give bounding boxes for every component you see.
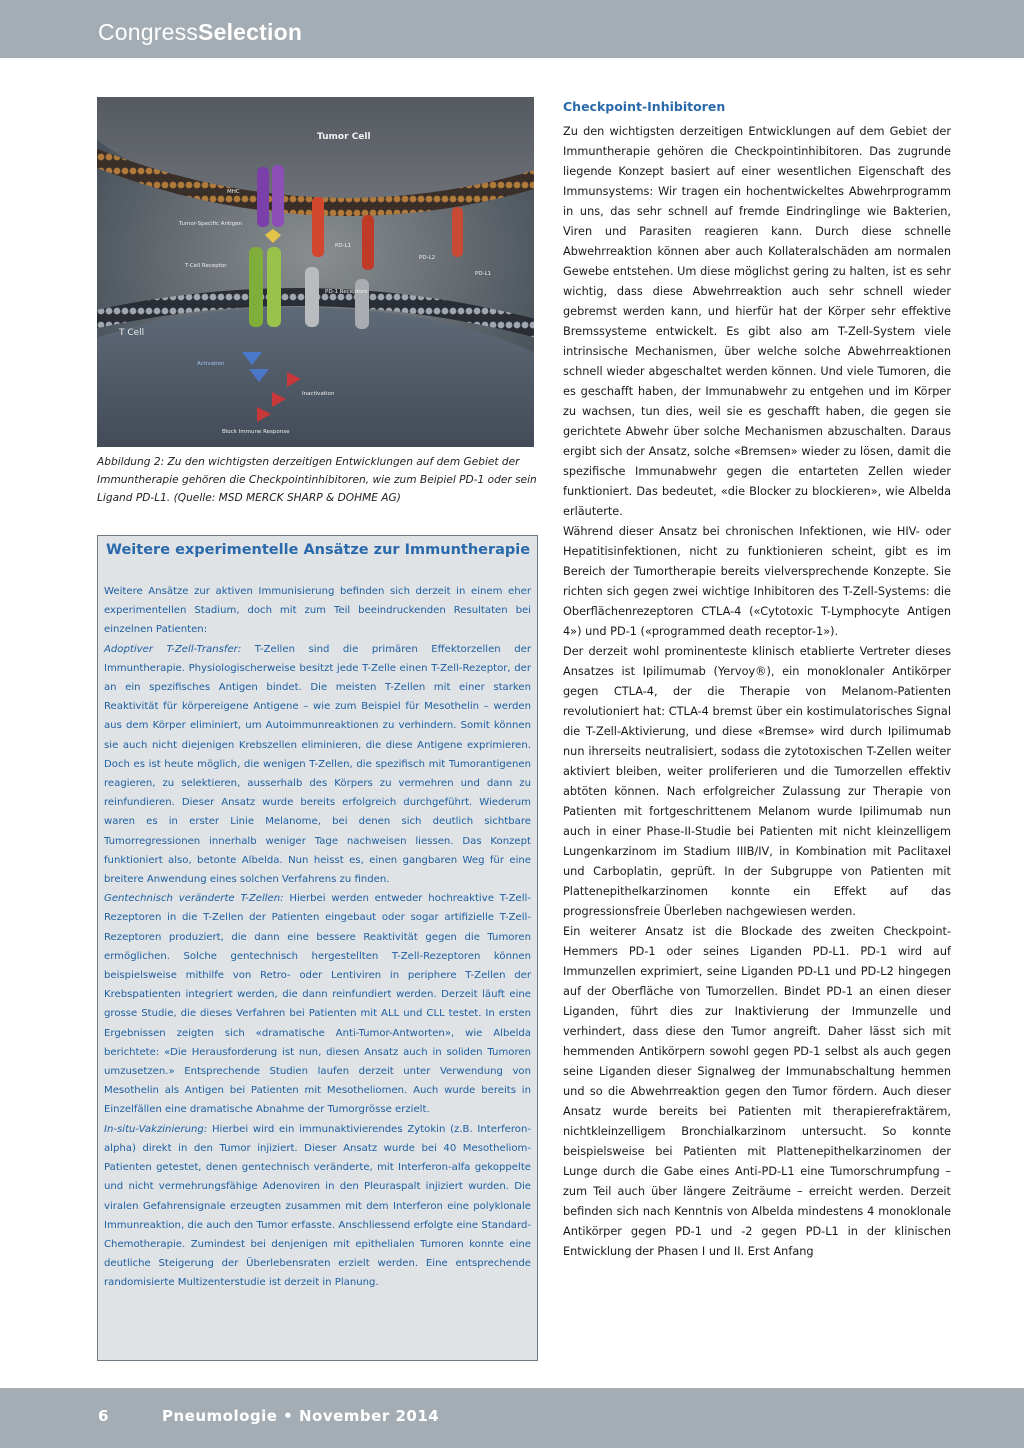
box-intro: Weitere Ansätze zur aktiven Immunisierung befinden sich derzeit in einem eher experimentellen Stadium, doch mit zum Teil beeindruckenden Resultaten bei einzelnen Patienten: [104,586,531,636]
section-heading: Checkpoint-Inhibitoren [563,99,726,114]
right-paragraph-1: Zu den wichtigsten derzeitigen Entwicklungen auf dem Gebiet der Immuntherapie gehören die Checkpointinhibitoren. Das zugrunde liegende Konzept basiert auf einer wesentlichen Eigenschaft des Immunsystems: Wir tragen ein hochentwickeltes Abwehrprogramm in uns, das sehr schnell auf fremde Eindringlinge wie Bakterien, Viren und Parasiten reagieren kann. Durch diese schnelle Abwehrreaktion können aber auch Kollateralschäden am normalen Gewebe entstehen. Um diese möglichst gering zu halten, ist es sehr wichtig, dass diese Abwehrreaktion auch sehr schnell wieder gebremst werden kann, und hierfür hat der Körper sehr effektive Bremssysteme entwickelt. Es gibt also am T-Zell-System viele intrinsische Mechanismen, über welche solche Abwehrreaktionen schnell wieder abgeschaltet werden können. Und viele Tumoren, die es geschafft haben, der Immunabwehr zu entgehen und im Körper zu wachsen, tun dies, weil sie es geschafft haben, die gegen sie gerichtete Abwehr über solche Mechanismen abzuschalten. Daraus ergibt sich der Ansatz, solche «Bremsen» wieder zu lösen, damit die spezifische Immunabwehr gegen die entarteten Zellen wieder funktioniert. Das bedeutet, «die Blocker zu blockieren», wie Albelda erläuterte. [563,125,951,518]
box-paragraph [104,889,531,1119]
page-header [0,0,1024,58]
label-tumor-cell: Tumor Cell [317,132,371,142]
journal-issue: Pneumologie • November 2014 [162,1407,440,1425]
label-pd1: PD-1 Receptors [325,289,368,295]
right-column [563,97,951,1262]
label-pdl1-b: PD-L1 [475,271,492,277]
label-t-cell: T Cell [119,328,145,338]
label-antigen: Tumor-Specific Antigen [179,221,243,227]
box-paragraph [104,640,531,890]
box-p1-label: Adoptiver T-Zell-Transfer: [104,643,242,655]
label-tcr: T-Cell Receptor [185,263,227,269]
label-inactivation: Inactivation [302,391,335,397]
right-body [563,122,951,1262]
label-block: Block Immune Response [222,429,290,435]
box-paragraph [104,1120,531,1293]
page-footer [0,1388,1024,1448]
page-number: 6 [98,1407,109,1425]
info-box [97,535,538,1361]
brand-bold: Selection [198,19,303,45]
box-p3-text: Hierbei wird ein immunaktivierendes Zytokin (z.B. Interferon-alpha) direkt in den Tumor injiziert. Dieser Ansatz wurde bei 40 Mesotheliom-Patienten getestet, denen gentechnisch veränderte, mit Interferon-alfa gekoppelte und nicht vermehrungsfähige Adenoviren in den Pleuraspalt injiziert wurden. Die viralen Gefahrensignale erzeugten zusammen mit dem Interferon eine polyklonale Immunreaktion, die auch den Tumor erfasste. Anschliessend erfolgte eine Standard-Chemotherapie. Zumindest bei denjenigen mit epithelialen Tumoren konnte eine deutliche Steigerung der Überlebensraten erzielt werden. Eine entsprechende randomisierte Multizenterstudie ist derzeit in Planung. [104,1123,531,1289]
box-p3-label: In-situ-Vakzinierung: [104,1123,208,1135]
box-p1-text: T-Zellen sind die primären Effektorzellen der Immuntherapie. Physiologischerweise besitzt jede T-Zelle einen T-Zell-Rezeptor, der an ein spezifisches Antigen bindet. Die meisten T-Zellen mit einer starken Reaktivität für körpereigene Antigene – wie zum Beispiel für Mesothelin – werden aus dem Körper eliminiert, um Autoimmunreaktionen zu verhindern. Somit können sie auch nicht diejenigen Krebszellen eliminieren, die diese Antigene exprimieren. Doch es ist heute möglich, die wenigen T-Zellen, die spezifisch mit Tumorantigenen reagieren, zu selektieren, ausserhalb des Körpers zu vermehren und dann zu reinfundieren. Dieser Ansatz wurde bereits erfolgreich durchgeführt. Wiederum waren es in erster Linie Melanome, bei denen sich deutlich sichtbare Tumorregressionen innerhalb weniger Tage nachweisen liessen. Das Konzept funktioniert also, betonte Albelda. Nun heisst es, einen gangbaren Weg für eine breitere Anwendung eines solchen Verfahrens zu finden. [104,643,531,886]
label-mhc: MHC [227,189,240,195]
label-pdl1-a: PD-L1 [335,243,352,249]
box-p2-text: Hierbei werden entweder hochreaktive T-Zell-Rezeptoren in die T-Zellen der Patienten eingebaut oder sogar artifizielle T-Zell-Rezeptoren produziert, die dann eine bessere Reaktivität gegen die Tumoren ermöglichen. Solche gentechnisch hergestellten T-Zell-Rezeptoren können beispielsweise mithilfe von Retro- oder Lentiviren in periphere T-Zellen der Krebspatienten integriert werden, die dann reinfundiert werden. Derzeit läuft eine grosse Studie, die dieses Verfahren bei Patienten mit ALL und CLL testet. In ersten Ergebnissen zeigten sich «dramatische Anti-Tumor-Antworten», wie Albelda berichtete: «Die Herausforderung ist nun, diesen Ansatz auch in soliden Tumoren umzusetzen.» Entsprechende Studien laufen derzeit unter Verwendung von Mesothelin als Antigen bei Patienten mit Mesotheliomen. Auch wurde bereits in Einzelfällen eine dramatische Abnahme der Tumorgrösse erzielt. [104,893,531,1116]
brand-regular: Congress [98,19,199,45]
label-activation: Activation [197,361,225,367]
box-title: Weitere experimentelle Ansätze zur Immuntherapie [106,542,531,558]
right-paragraph-4: Ein weiterer Ansatz ist die Blockade des zweiten Checkpoint-Hemmers PD-1 oder seines Liganden PD-L1. PD-1 wird auf Immunzellen exprimiert, seine Liganden PD-L1 und PD-L2 hingegen auf der Oberfläche von Tumorzellen. Bindet PD-1 an einen dieser Liganden, führt dies zur Inaktivierung der Immunzelle und verhindert, dass diese den Tumor angreift. Daher lässt sich mit hemmenden Antikörpern sowohl gegen PD-1 selbst als auch gegen seine Liganden dieser Signalweg der Immunabschaltung hemmen und so die Abwehrreaktion gegen den Tumor fördern. Auch dieser Ansatz wurde bereits bei Patienten mit therapierefraktärem, nichtkleinzelligem Bronchialkarzinom untersucht. So konnte beispielsweise bei Patienten mit Plattenepithelkarzinomen der Lunge durch die Gabe eines Anti-PD-L1 eine Tumorschrumpfung – zum Teil auch über längere Zeiträume – erreicht werden. Derzeit befinden sich nach Kenntnis von Albelda mindestens 4 monoklonale Antikörper gegen PD-1 und -2 gegen PD-L1 in der klinischen Entwicklung der Phasen I und II. Erst Anfang [563,925,951,1258]
figure-illustration [97,97,534,447]
figure-caption: Abbildung 2: Zu den wichtigsten derzeitigen Entwicklungen auf dem Gebiet der Immuntherapie gehören die Checkpointinhibitoren, wie zum Beipiel PD-1 oder sein Ligand PD-L1. (Quelle: MSD MERCK SHARP & DOHME AG) [97,456,537,504]
label-pdl2: PD-L2 [419,255,436,261]
brand-logo [98,19,302,46]
box-body [104,582,531,1293]
right-paragraph-2: Während dieser Ansatz bei chronischen Infektionen, wie HIV- oder Hepatitisinfektionen, nicht zu funktionieren scheint, gibt es im Bereich der Tumortherapie bereits vielversprechende Konzepte. Sie richten sich gegen zwei wichtige Inhibitoren des T-Zell-Systems: die Oberflächenrezeptoren CTLA-4 («Cytotoxic T-Lymphocyte Antigen 4») und PD-1 («programmed death receptor-1»). [563,525,951,638]
right-paragraph-3: Der derzeit wohl prominenteste klinisch etablierte Vertreter dieses Ansatzes ist Ipilimumab (Yervoy®), ein monoklonaler Antikörper gegen CTLA-4, der die Therapie von Melanom-Patienten revolutioniert hat: CTLA-4 bremst über ein kostimulatorisches Signal die T-Zell-Aktivierung, und diese «Bremse» wird durch Ipilimumab nun ihrerseits neutralisiert, sodass die zytotoxischen T-Zellen weiter aktiviert bleiben, weiter proliferieren und die Tumorzellen effektiv abtöten können. Nach erfolgreicher Zulassung zur Therapie von Patienten mit fortgeschrittenem Melanom wurde Ipilimumab nun auch in einer Phase-II-Studie bei Patienten mit nicht kleinzelligem Lungenkarzinom im Stadium IIIB/IV, in Kombination mit Paclitaxel und Carboplatin, geprüft. In der Subgruppe von Patienten mit Plattenepithelkarzinomen konnte ein Effekt auf das progressionsfreie Überleben nachgewiesen werden. [563,645,951,918]
box-p2-label: Gentechnisch veränderte T-Zellen: [104,893,284,905]
